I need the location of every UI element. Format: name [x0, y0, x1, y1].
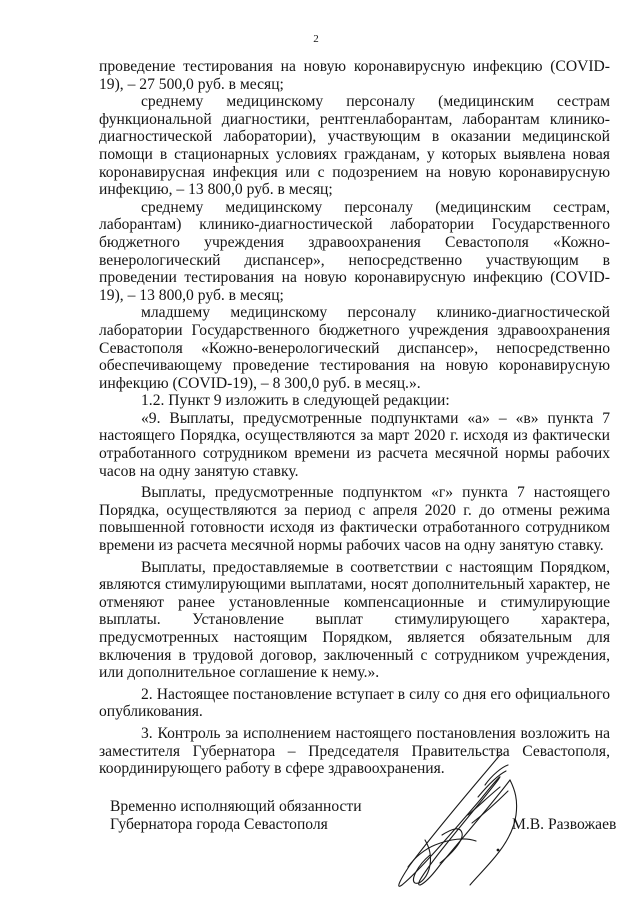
page-number: 2: [313, 33, 319, 45]
paragraph-8: Выплаты, предоставляемые в соответствии с настоящим Порядком, являются стимулирующими выплатами, носят дополнительный характер, не отменяют ранее установленные компенсационные и стимулирующие выплаты. Установление выплат стимулирующего характера, предусмотренных настоящим Порядком, является обязательным для включения в трудовой договор, заключенный с сотрудником учреждения, или дополнительное соглашение к нему.».: [99, 558, 610, 682]
paragraph-7: Выплаты, предусмотренные подпунктом «г» пункта 7 настоящего Порядка, осуществляются за период с апреля 2020 г. до отмены режима повышенной готовности исходя из фактически отработанного сотрудником времени из расчета месячной нормы рабочих часов на одну занятую ставку.: [99, 484, 610, 555]
paragraph-10: 3. Контроль за исполнением настоящего постановления возложить на заместителя Губернатора – Председателя Правительства Севастополя, координирующего работу в сфере здравоохранения.: [99, 724, 610, 778]
paragraph-2: среднему медицинскому персоналу (медицинским сестрам функциональной диагностики, рентгенлаборантам, лаборантам клинико-диагностической лаборатории), участвующим в оказании медицинской помощи в стационарных условиях гражданам, у которых выявлена новая коронавирусная инфекция или с подозрением на новую коронавирусную инфекцию, – 13 800,0 руб. в месяц;: [99, 93, 610, 199]
paragraph-3: среднему медицинскому персоналу (медицинским сестрам, лаборантам) клинико-диагностической лаборатории Государственного бюджетного учреждения здравоохранения Севастополя «Кожно-венерологический диспансер», непосредственно участвующим в проведении тестирования на новую коронавирусную инфекцию (COVID-19), – 13 800,0 руб. в месяц;: [99, 198, 610, 304]
paragraph-5: 1.2. Пункт 9 изложить в следующей редакции:: [141, 392, 450, 410]
paragraph-6: «9. Выплаты, предусмотренные подпунктами «а» – «в» пункта 7 настоящего Порядка, осуществляются за март 2020 г. исходя из фактически отработанного сотрудником времени из расчета месячной нормы рабочих часов на одну занятую ставку.: [99, 409, 610, 480]
signer-position: [110, 798, 362, 834]
signer-position-line-2: Губернатора города Севастополя: [110, 816, 328, 833]
document-body: [99, 58, 610, 778]
paragraph-4: младшему медицинскому персоналу клинико-диагностической лаборатории Государственного бюджетного учреждения здравоохранения Севастополя «Кожно-венерологический диспансер», непосредственно обеспечивающему проведение тестирования на новую коронавирусную инфекцию (COVID-19), – 8 300,0 руб. в месяц.».: [99, 304, 610, 392]
signer-position-line-1: Временно исполняющий обязанности: [110, 798, 362, 815]
signer-name: М.В. Развожаев: [512, 816, 617, 833]
paragraph-9: 2. Настоящее постановление вступает в силу со дня его официального опубликования.: [99, 685, 610, 721]
paragraph-1: проведение тестирования на новую коронавирусную инфекцию (COVID-19), – 27 500,0 руб. в месяц;: [99, 58, 610, 93]
